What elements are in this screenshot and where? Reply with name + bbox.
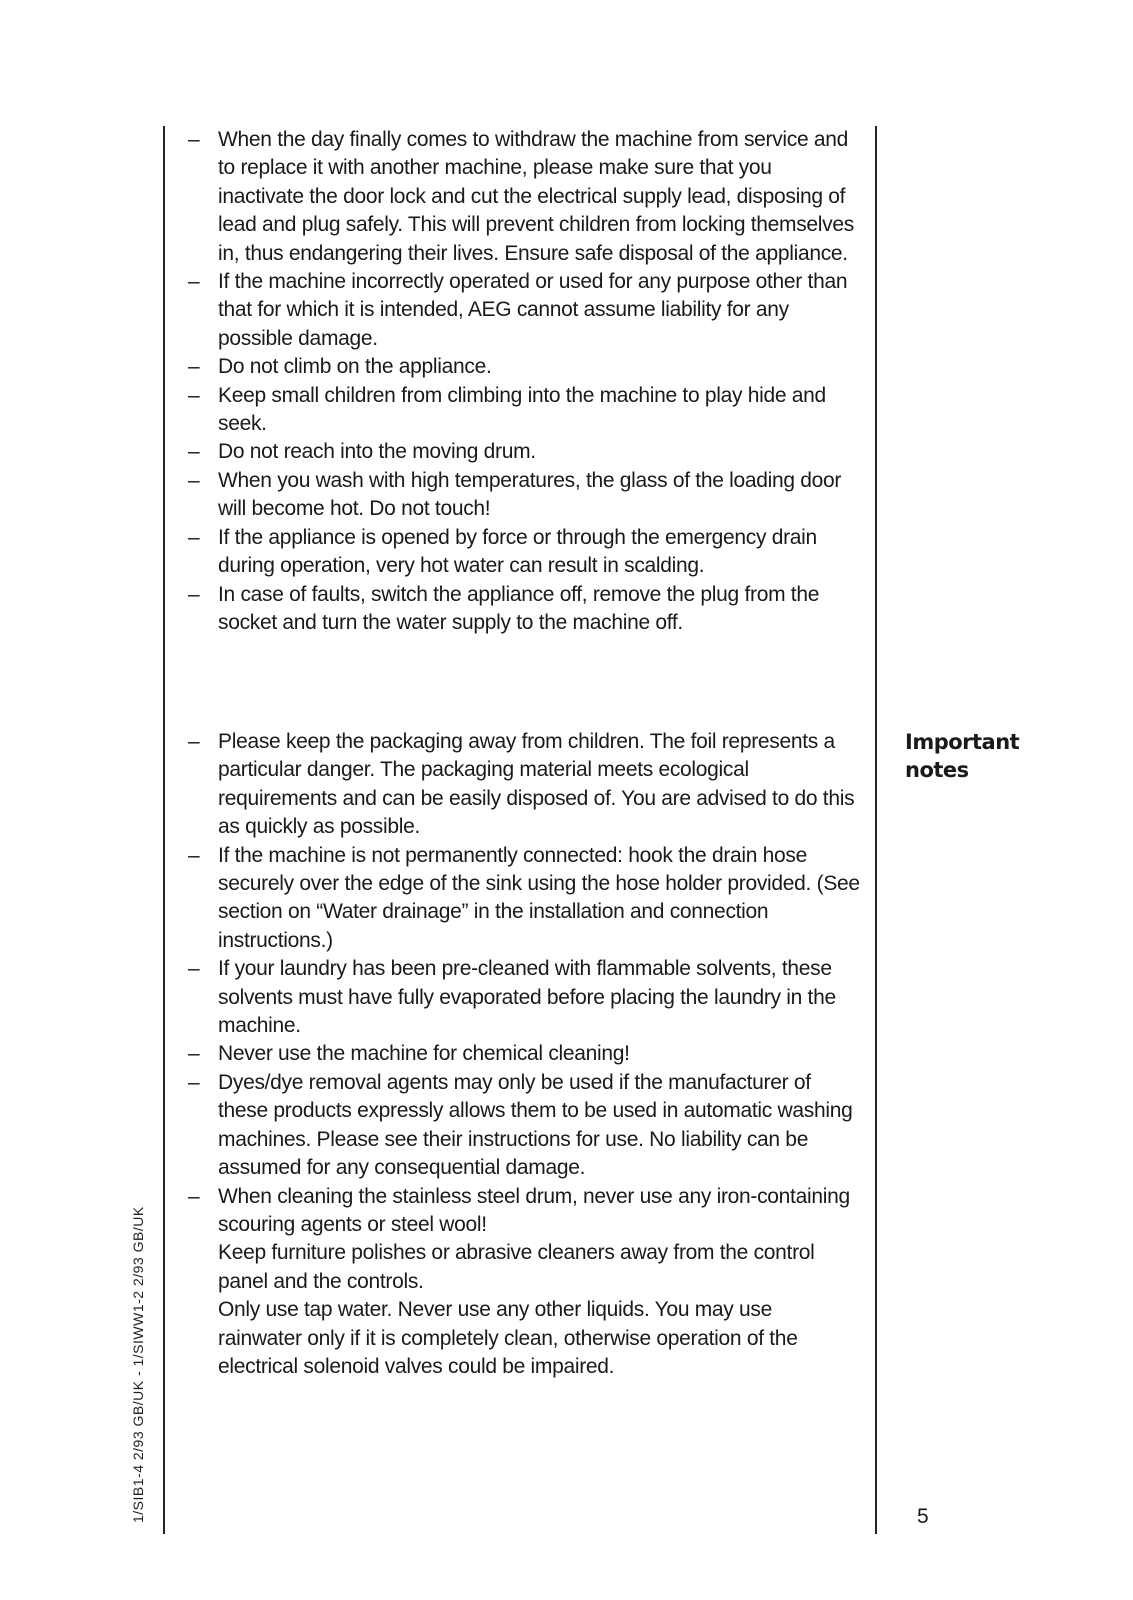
paragraph: Keep furniture polishes or abrasive cleaners away from the control panel and the controls.: [218, 1241, 815, 1293]
list-item: – Dyes/dye removal agents may only be used if the manufacturer of these products expressly allows them to be used in automatic washing machines. Please see their instructions for use. No liability can be assumed for any consequential damage.: [188, 1070, 853, 1180]
list-item: – Please keep the packaging away from children. The foil represents a particular danger. The packaging material meets ecological requirements and can be easily disposed of. You are advised to do this as quickly as possible.: [188, 730, 855, 839]
list-item: – When the day finally comes to withdraw the machine from service and to replace it with another machine, please make sure that you inactivate the door lock and cut the electrical supply lead, disposing of lead and plug safely. This will prevent children from locking themselves in, thus endangering their lives. Ensure safe disposal of the appliance.: [188, 128, 854, 265]
list-item: – Keep small children from climbing into the machine to play hide and seek.: [188, 383, 826, 436]
list-item: – If the machine incorrectly operated or used for any purpose other than that for which it is intended, AEG cannot assume liability for any possible damage.: [188, 270, 848, 350]
list-item: – When you wash with high temperatures, the glass of the loading door will become hot. Do not touch!: [188, 468, 842, 521]
list-item: – When cleaning the stainless steel drum, never use any iron-containing scouring agents or steel wool!: [188, 1184, 850, 1236]
important-notes-list: [188, 728, 860, 1381]
safety-list-top: [188, 126, 860, 637]
list-item: – If your laundry has been pre-cleaned with flammable solvents, these solvents must have fully evaporated before placing the laundry in the machine.: [188, 957, 836, 1038]
heading-line-2: notes: [905, 758, 969, 782]
list-item: – If the appliance is opened by force or through the emergency drain during operation, very hot water can result in scalding.: [188, 525, 817, 578]
left-margin-rule: [163, 126, 165, 1534]
list-item: – Do not reach into the moving drum.: [188, 440, 536, 464]
right-margin-rule: [875, 126, 877, 1534]
list-item: – If the machine is not permanently connected: hook the drain hose securely over the edge of the sink using the hose holder provided. (See section on “Water drainage” in the installation and connection instructions.): [188, 843, 860, 952]
list-item: – Never use the machine for chemical cleaning!: [188, 1042, 630, 1066]
important-notes-heading: [905, 728, 1019, 784]
paragraph: Only use tap water. Never use any other liquids. You may use rainwater only if it is completely clean, otherwise operation of the electrical solenoid valves could be impaired.: [218, 1298, 798, 1378]
heading-line-1: Important: [905, 730, 1020, 754]
list-item: – Do not climb on the appliance.: [188, 355, 492, 379]
list-item: – In case of faults, switch the appliance off, remove the plug from the socket and turn the water supply to the machine off.: [188, 582, 820, 634]
document-code: 1/SIB1-4 2/93 GB/UK - 1/SIWW1-2 2/93 GB/UK: [130, 1206, 146, 1523]
page-number: 5: [917, 1505, 929, 1528]
